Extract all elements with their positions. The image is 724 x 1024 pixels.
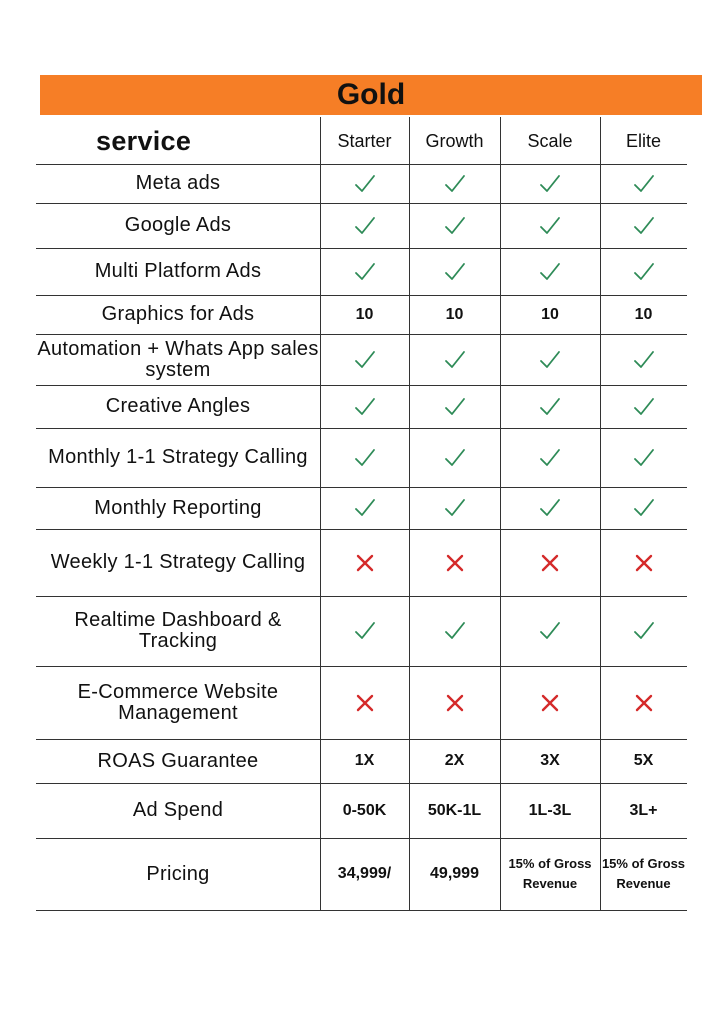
table-row [36, 248, 687, 295]
check-icon [409, 164, 500, 203]
check-icon [320, 428, 409, 487]
check-icon [320, 385, 409, 428]
banner-title: Gold [336, 78, 406, 111]
cross-icon [500, 529, 600, 596]
table-row [36, 487, 687, 529]
plan-value: 10 [541, 305, 559, 323]
check-icon [600, 385, 687, 428]
service-label: Automation + Whats App sales system [37, 337, 319, 381]
check-icon [500, 334, 600, 385]
table-row [36, 164, 687, 203]
service-label: Graphics for Ads [101, 303, 255, 325]
service-label: Creative Angles [105, 395, 251, 417]
table-row [36, 295, 687, 334]
service-label: ROAS Guarantee [97, 749, 259, 772]
table-row [36, 783, 687, 838]
cross-icon [600, 529, 687, 596]
banner [40, 75, 702, 115]
plan-value: 3L+ [629, 801, 658, 819]
check-icon [600, 248, 687, 295]
plan-value: 34,999/ [337, 865, 392, 882]
check-icon [500, 385, 600, 428]
check-icon [600, 334, 687, 385]
cross-icon [409, 666, 500, 739]
table-row [36, 428, 687, 487]
service-label: Google Ads [124, 214, 232, 236]
cross-icon [320, 666, 409, 739]
cross-icon [600, 666, 687, 739]
check-icon [600, 164, 687, 203]
table-row [36, 385, 687, 428]
plan-value: 10 [634, 305, 653, 323]
service-label: Monthly 1-1 Strategy Calling [48, 446, 308, 468]
check-icon [320, 487, 409, 529]
check-icon [600, 203, 687, 248]
check-icon [500, 164, 600, 203]
plan-value: 1L-3L [528, 801, 572, 819]
check-icon [409, 487, 500, 529]
check-icon [320, 596, 409, 666]
plan-value: 10 [355, 305, 374, 323]
plan-value: 10 [445, 305, 464, 323]
check-icon [409, 428, 500, 487]
service-label: Realtime Dashboard & Tracking [74, 609, 282, 652]
service-column-header: service [96, 125, 192, 156]
check-icon [320, 248, 409, 295]
check-icon [409, 596, 500, 666]
plan-header-growth: Growth [425, 130, 484, 151]
plan-value: 15% of Gross Revenue [508, 856, 592, 891]
check-icon [320, 164, 409, 203]
table-row [36, 203, 687, 248]
service-label: Multi Platform Ads [94, 260, 262, 282]
header-row [36, 118, 687, 164]
service-label: Meta ads [135, 172, 221, 194]
check-icon [600, 596, 687, 666]
check-icon [409, 334, 500, 385]
check-icon [409, 385, 500, 428]
table-row [36, 529, 687, 596]
plan-value: 3X [540, 752, 560, 769]
plan-value: 0-50K [342, 801, 387, 819]
check-icon [409, 203, 500, 248]
table-row [36, 334, 687, 385]
check-icon [320, 203, 409, 248]
table-row [36, 666, 687, 739]
check-icon [500, 487, 600, 529]
check-icon [409, 248, 500, 295]
check-icon [500, 203, 600, 248]
plan-value: 15% of Gross Revenue [601, 856, 686, 891]
service-label: Ad Spend [132, 799, 224, 821]
row-divider [36, 910, 687, 911]
check-icon [500, 428, 600, 487]
service-label: Pricing [146, 862, 210, 885]
cross-icon [320, 529, 409, 596]
table-row [36, 596, 687, 666]
service-label: Monthly Reporting [94, 496, 262, 519]
plan-header-elite: Elite [625, 130, 661, 151]
plan-header-scale: Scale [527, 130, 573, 151]
service-label: E-Commerce Website Management [77, 680, 279, 724]
plan-value: 5X [633, 752, 654, 769]
table-row [36, 838, 687, 910]
plan-value: 50K-1L [427, 801, 482, 819]
plan-header-starter: Starter [337, 130, 392, 151]
check-icon [600, 487, 687, 529]
check-icon [320, 334, 409, 385]
plan-value: 1X [354, 752, 375, 769]
check-icon [500, 596, 600, 666]
check-icon [600, 428, 687, 487]
cross-icon [409, 529, 500, 596]
service-label: Weekly 1-1 Strategy Calling [50, 551, 306, 573]
plan-value: 49,999 [430, 865, 479, 882]
plan-value: 2X [444, 752, 465, 769]
cross-icon [500, 666, 600, 739]
check-icon [500, 248, 600, 295]
table-row [36, 739, 687, 783]
